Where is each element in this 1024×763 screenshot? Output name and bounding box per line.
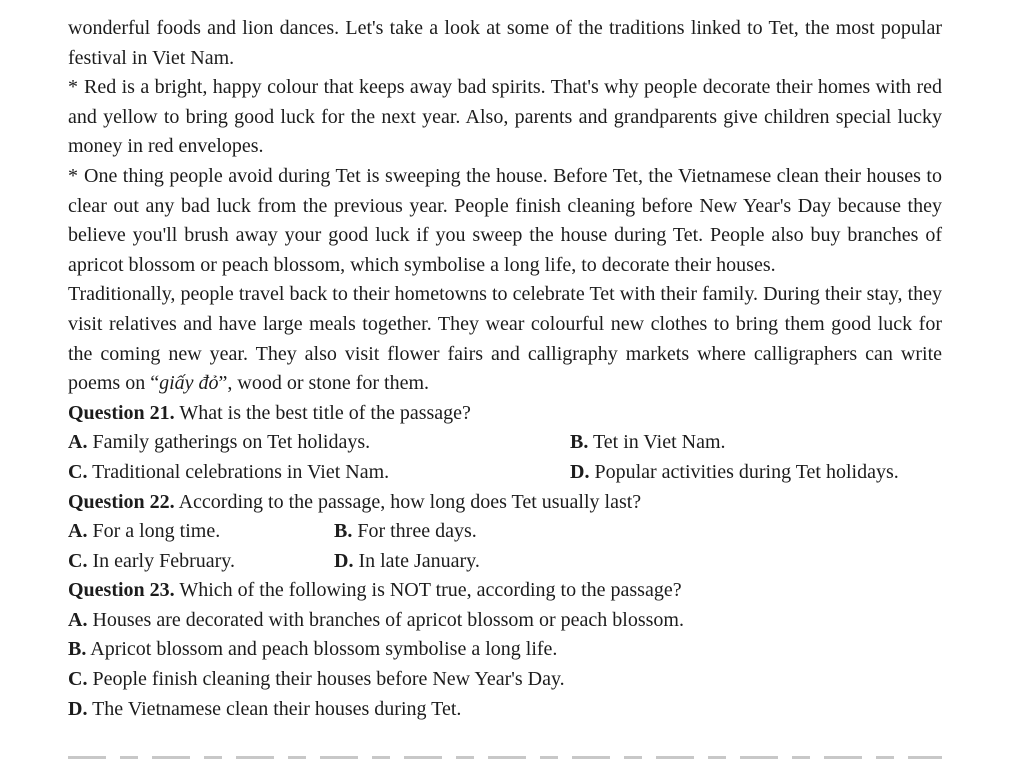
option-text: In late January. xyxy=(358,549,480,572)
option-a[interactable] xyxy=(68,517,334,547)
option-letter: A. xyxy=(68,431,88,454)
question-21 xyxy=(68,399,942,429)
paragraph-2-text: Red is a bright, happy colour that keeps away bad spirits. That's why people decorate their homes with red and yellow to bring good luck for the next year. Also, parents and grandparents give children special lucky money in red envelopes. xyxy=(68,76,942,158)
question-text: What is the best title of the passage? xyxy=(179,401,471,424)
options-row xyxy=(68,428,942,458)
option-letter: A. xyxy=(68,520,88,543)
option-text: Houses are decorated with branches of apricot blossom or peach blossom. xyxy=(92,608,684,631)
paragraph-4-tail: ”, wood or stone for them. xyxy=(218,372,430,395)
bullet-icon: * xyxy=(68,164,78,187)
bullet-icon: * xyxy=(68,76,78,99)
option-text: People finish cleaning their houses before New Year's Day. xyxy=(92,668,565,691)
option-text: For a long time. xyxy=(92,520,221,543)
options-row xyxy=(68,458,942,488)
option-c[interactable] xyxy=(68,458,570,488)
options-row xyxy=(68,695,942,725)
option-d[interactable] xyxy=(570,458,899,488)
options-row xyxy=(68,517,942,547)
option-text: In early February. xyxy=(92,549,235,572)
paragraph-4-text: Traditionally, people travel back to their hometowns to celebrate Tet with their family. During their stay, they visit relatives and have large meals together. They wear colourful new clothes to bring them good luck for the coming new year. They also visit flower fairs and calligraphy markets where calligraphers can write poems on “ xyxy=(68,283,942,395)
option-letter: A. xyxy=(68,608,88,631)
option-text: Tet in Viet Nam. xyxy=(592,431,726,454)
option-b[interactable] xyxy=(570,428,726,458)
question-text: According to the passage, how long does Tet usually last? xyxy=(178,490,642,513)
cut-off-text-line xyxy=(68,752,942,763)
vietnamese-term: giấy đỏ xyxy=(159,372,219,395)
question-label: Question 23. xyxy=(68,579,175,602)
option-text: Apricot blossom and peach blossom symbolise a long life. xyxy=(90,638,558,661)
passage-paragraph-2 xyxy=(68,73,942,162)
option-letter: C. xyxy=(68,549,88,572)
options-row xyxy=(68,635,942,665)
question-text: Which of the following is NOT true, according to the passage? xyxy=(179,579,682,602)
question-label: Question 21. xyxy=(68,401,175,424)
options-row xyxy=(68,606,942,636)
question-22 xyxy=(68,488,942,518)
question-23 xyxy=(68,576,942,606)
question-label: Question 22. xyxy=(68,490,175,513)
option-c[interactable] xyxy=(68,665,565,695)
options-row xyxy=(68,547,942,577)
option-text: For three days. xyxy=(357,520,477,543)
options-row xyxy=(68,665,942,695)
option-c[interactable] xyxy=(68,547,334,577)
option-d[interactable] xyxy=(68,695,461,725)
document-page xyxy=(68,14,942,724)
option-a[interactable] xyxy=(68,428,570,458)
option-d[interactable] xyxy=(334,547,480,577)
option-b[interactable] xyxy=(68,635,557,665)
option-text: Traditional celebrations in Viet Nam. xyxy=(92,460,390,483)
option-text: Family gatherings on Tet holidays. xyxy=(92,431,371,454)
option-a[interactable] xyxy=(68,606,684,636)
option-letter: B. xyxy=(570,431,589,454)
option-letter: C. xyxy=(68,668,88,691)
option-letter: D. xyxy=(68,697,88,720)
passage-paragraph-4 xyxy=(68,280,942,398)
paragraph-3-text: One thing people avoid during Tet is sweeping the house. Before Tet, the Vietnamese clean their houses to clear out any bad luck from the previous year. People finish cleaning before New Year's Day because they believe you'll brush away your good luck if you sweep the house during Tet. People also buy branches of apricot blossom or peach blossom, which symbolise a long life, to decorate their houses. xyxy=(68,164,942,276)
option-text: The Vietnamese clean their houses during Tet. xyxy=(92,697,462,720)
option-b[interactable] xyxy=(334,517,477,547)
option-text: Popular activities during Tet holidays. xyxy=(594,460,899,483)
passage-paragraph-3 xyxy=(68,162,942,280)
option-letter: B. xyxy=(334,520,353,543)
passage-paragraph-1: wonderful foods and lion dances. Let's take a look at some of the traditions linked to Tet, the most popular festival in Viet Nam. xyxy=(68,17,942,69)
option-letter: D. xyxy=(570,460,590,483)
option-letter: C. xyxy=(68,460,88,483)
option-letter: D. xyxy=(334,549,354,572)
option-letter: B. xyxy=(68,638,87,661)
